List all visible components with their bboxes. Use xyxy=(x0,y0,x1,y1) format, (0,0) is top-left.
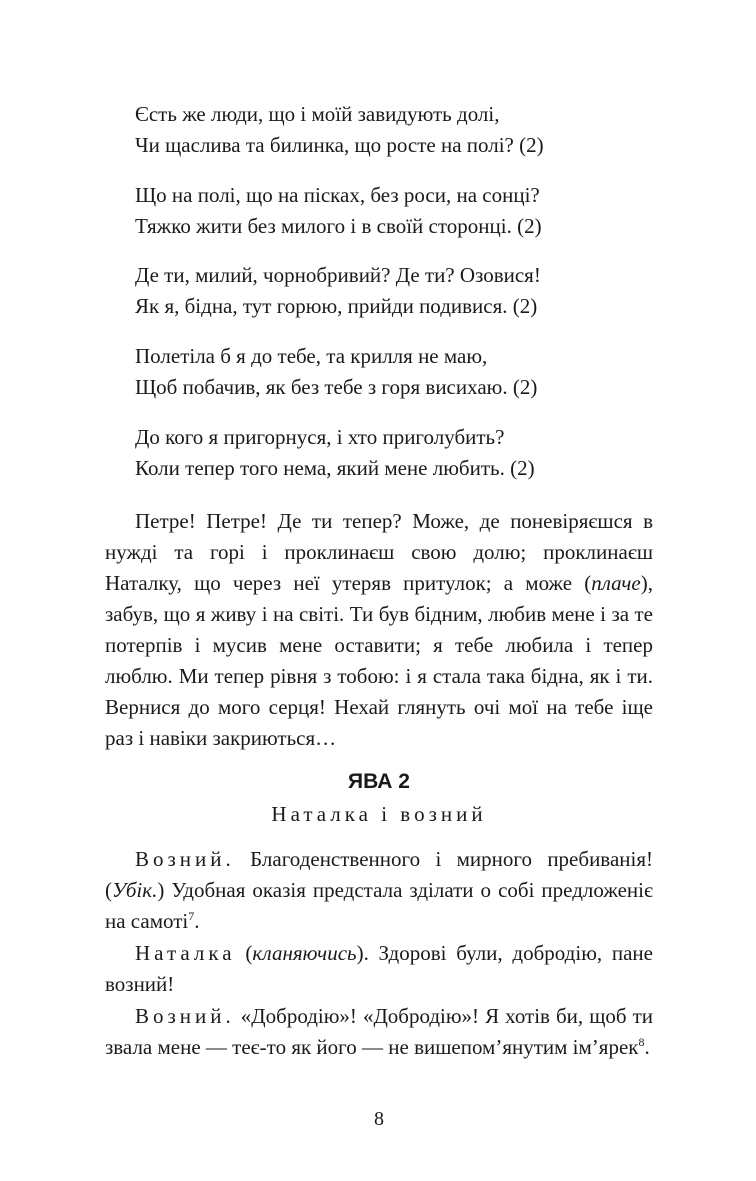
verse-line: Коли тепер того нема, який мене любить. (2) xyxy=(135,456,535,480)
dialogue-text: Благоденственного і мирного пребиванія! ( xyxy=(105,847,653,902)
stage-direction: кланяючись xyxy=(252,941,357,965)
stage-direction: плаче xyxy=(591,571,641,595)
verse-line: Єсть же люди, що і моїй завидують долі, xyxy=(135,102,500,126)
verse-line: До кого я пригорнуся, і хто приголубить? xyxy=(135,425,505,449)
page-number: 8 xyxy=(374,1108,384,1130)
dialogue-text: ( xyxy=(235,941,253,965)
monologue-paragraph xyxy=(105,506,653,754)
dialogue-text: . xyxy=(644,1035,650,1059)
dialogue-text: ) Удобная оказія предстала зділати о собі предложеніє на самоті xyxy=(105,878,653,933)
dialogue-line xyxy=(105,1001,653,1063)
speaker-name: Возний. xyxy=(135,1004,235,1028)
verse-stanza-1 xyxy=(135,99,675,161)
verse-line: Полетіла б я до тебе, та крилля не маю, xyxy=(135,344,488,368)
dialogue-line xyxy=(105,844,653,937)
scene-characters: Наталка і возний xyxy=(271,802,487,826)
verse-line: Щоб побачив, як без тебе з горя висихаю. (2) xyxy=(135,375,538,399)
verse-line: Де ти, милий, чорнобривий? Де ти? Озовися! xyxy=(135,263,541,287)
footnote-marker[interactable]: 7 xyxy=(188,909,195,923)
verse-stanza-3 xyxy=(135,260,675,322)
dialogue-text: . xyxy=(194,909,200,933)
verse-stanza-5 xyxy=(135,422,675,484)
verse-stanza-2 xyxy=(135,180,675,242)
verse-line: Тяжко жити без милого і в своїй сторонці. (2) xyxy=(135,214,542,238)
dialogue-text: ). Здорові були, добродію, пане возний! xyxy=(105,941,653,996)
monologue-text: ), забув, що я живу і на світі. Ти був бідним, любив мене і за те потерпів і мусив мене оставити; я тебе любила і тепер люблю. Ми тепер рівня з тобою: і я стала така бідна, як і ти. Вернися до мого серця! Нехай глянуть очі мої на тебе іще раз і навіки закриються… xyxy=(105,571,653,750)
monologue-text: Петре! Петре! Де ти тепер? Може, де поневіряєшся в нужді та горі і проклинаєш свою долю; проклинаєш Наталку, що через неї утеряв притулок; а може ( xyxy=(105,509,653,595)
footnote-marker[interactable]: 8 xyxy=(638,1035,645,1049)
speaker-name: Наталка xyxy=(135,941,236,965)
verse-line: Як я, бідна, тут горюю, прийди подивися. (2) xyxy=(135,294,538,318)
verse-line: Що на полі, що на пісках, без роси, на сонці? xyxy=(135,183,540,207)
verse-stanza-4 xyxy=(135,341,675,403)
verse-line: Чи щаслива та билинка, що росте на полі? (2) xyxy=(135,133,544,157)
dialogue-line xyxy=(105,938,653,1000)
scene-title: ЯВА 2 xyxy=(348,770,410,793)
dialogue-text: «Добродію»! «Добродію»! Я хотів би, щоб ти звала мене — теє-то як його — не вишепом’янутим ім’ярек xyxy=(105,1004,653,1059)
speaker-name: Возний. xyxy=(135,847,235,871)
stage-direction: Убік. xyxy=(112,878,158,902)
